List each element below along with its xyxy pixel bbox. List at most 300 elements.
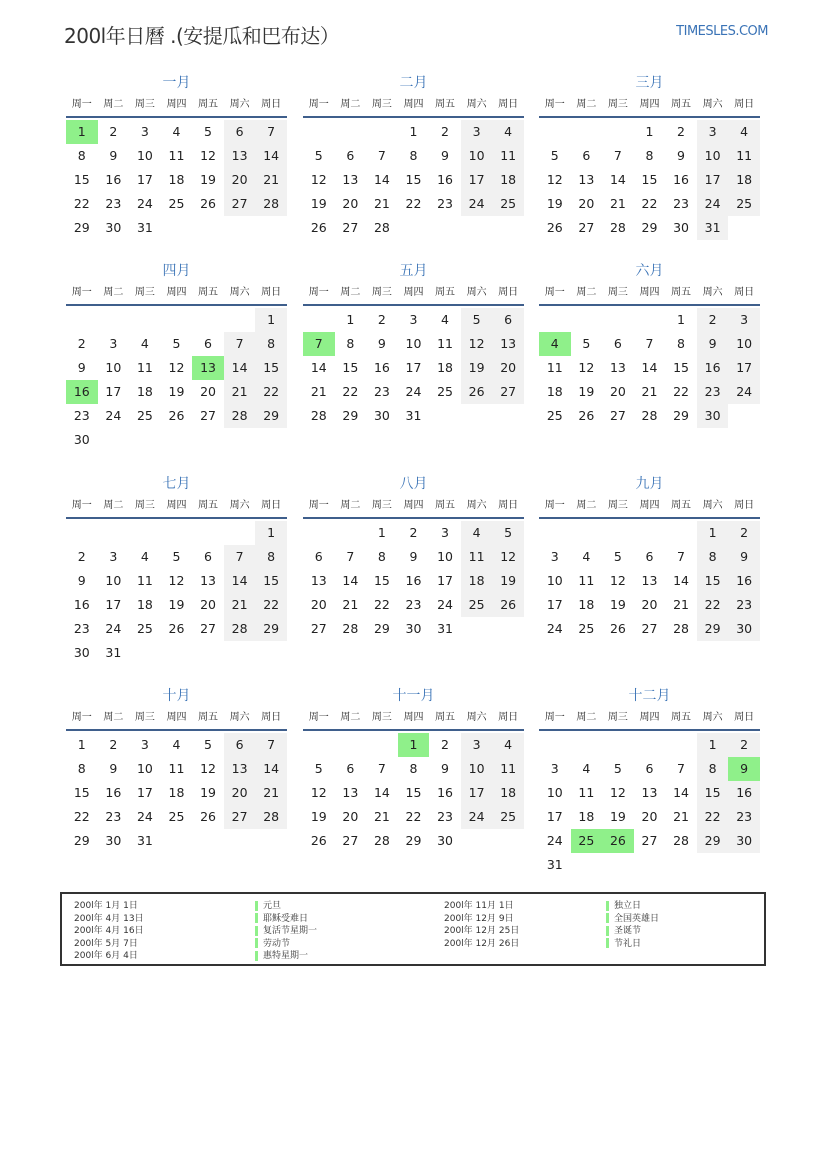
weekday-label: 周一	[308, 99, 329, 110]
day-cell: 6	[204, 336, 212, 351]
day-cell: 24	[728, 380, 760, 404]
day-cell: 21	[609, 196, 626, 211]
day-cell: 1	[697, 521, 729, 545]
day-cell: 27	[641, 621, 658, 636]
day-cell: 15	[255, 356, 287, 380]
day-cell: 31	[697, 216, 729, 240]
empty-cell	[571, 308, 603, 332]
holiday-day-cell: 13	[192, 356, 224, 380]
day-cell: 31	[437, 621, 453, 636]
weekday-header	[66, 282, 287, 306]
weekday-label: 周日	[734, 500, 755, 511]
empty-cell	[539, 733, 571, 757]
holiday-legend	[60, 892, 766, 966]
day-cell: 5	[492, 521, 524, 545]
weekday-label: 周日	[734, 712, 755, 723]
day-cell: 7	[224, 332, 256, 356]
weekday-label: 周六	[466, 287, 487, 298]
day-cell: 3	[461, 120, 493, 144]
day-cell: 16	[373, 360, 390, 375]
weekday-label: 周二	[103, 500, 124, 511]
weekday-label: 周三	[607, 99, 628, 110]
month-2	[303, 72, 524, 240]
day-cell: 5	[314, 148, 323, 163]
day-cell: 27	[200, 621, 216, 636]
day-cell: 24	[697, 192, 729, 216]
empty-cell	[602, 733, 634, 757]
day-cell: 23	[73, 408, 90, 423]
day-cell: 9	[441, 761, 449, 776]
weekday-label: 周三	[134, 500, 155, 511]
day-cell: 3	[109, 336, 118, 351]
day-cell: 8	[255, 545, 287, 569]
day-cell: 26	[200, 196, 216, 211]
day-cell: 11	[168, 761, 185, 776]
day-cell: 13	[641, 573, 658, 588]
day-cell: 2	[728, 733, 760, 757]
empty-cell	[129, 521, 161, 545]
day-cell: 24	[461, 805, 493, 829]
day-cell: 11	[578, 785, 595, 800]
day-cell: 29	[73, 833, 90, 848]
weekday-label: 周日	[734, 287, 755, 298]
weekday-label: 周一	[71, 287, 92, 298]
day-cell: 28	[373, 833, 390, 848]
day-cell: 14	[255, 757, 287, 781]
day-cell: 7	[677, 761, 685, 776]
day-cell: 20	[200, 597, 216, 612]
day-grid	[303, 120, 524, 240]
day-cell: 31	[136, 833, 153, 848]
day-grid	[303, 733, 524, 853]
weekday-label: 周五	[198, 99, 219, 110]
day-cell: 19	[578, 384, 595, 399]
month-5	[303, 260, 524, 428]
weekday-label: 周四	[166, 99, 187, 110]
weekday-label: 周三	[607, 712, 628, 723]
day-cell: 4	[492, 733, 524, 757]
month-name: 二月	[399, 75, 428, 91]
legend-holiday	[255, 925, 317, 938]
day-cell: 29	[673, 408, 689, 423]
day-cell: 18	[492, 781, 524, 805]
day-cell: 8	[377, 549, 386, 564]
month-11	[303, 685, 524, 853]
day-cell: 14	[641, 360, 658, 375]
day-cell: 8	[697, 757, 729, 781]
empty-cell	[335, 521, 367, 545]
weekday-label: 周四	[166, 287, 187, 298]
legend-names-col1	[255, 900, 317, 963]
day-cell: 17	[405, 360, 422, 375]
day-cell: 26	[168, 408, 185, 423]
day-cell: 12	[200, 148, 216, 163]
day-cell: 8	[77, 148, 86, 163]
day-cell: 9	[109, 761, 118, 776]
weekday-label: 周三	[371, 99, 392, 110]
page-title: 200l年日曆 .(安提瓜和巴布达）	[64, 24, 340, 48]
day-grid	[303, 308, 524, 428]
empty-cell	[303, 120, 335, 144]
day-cell: 30	[697, 404, 729, 428]
weekday-label: 周一	[544, 287, 565, 298]
weekday-header	[539, 94, 760, 118]
day-cell: 26	[609, 621, 626, 636]
day-cell: 15	[673, 360, 689, 375]
weekday-label: 周一	[544, 712, 565, 723]
weekday-header	[539, 495, 760, 519]
day-cell: 30	[728, 617, 760, 641]
day-cell: 27	[224, 192, 256, 216]
day-cell: 4	[140, 336, 149, 351]
weekday-label: 周日	[498, 712, 519, 723]
day-cell: 2	[109, 124, 118, 139]
day-cell: 3	[550, 549, 559, 564]
day-cell: 21	[255, 781, 287, 805]
empty-cell	[98, 521, 130, 545]
day-cell: 18	[546, 384, 563, 399]
legend-date: 200l年 12月 25日	[444, 926, 520, 936]
empty-cell	[602, 308, 634, 332]
empty-cell	[303, 733, 335, 757]
day-cell: 28	[373, 220, 390, 235]
day-cell: 30	[437, 833, 453, 848]
day-grid	[303, 521, 524, 641]
day-cell: 25	[461, 593, 493, 617]
day-cell: 26	[200, 809, 216, 824]
weekday-label: 周六	[229, 99, 250, 110]
day-cell: 5	[613, 761, 622, 776]
day-cell: 29	[697, 617, 729, 641]
legend-holiday-name: 耶稣受难日	[263, 913, 309, 924]
day-cell: 6	[346, 148, 355, 163]
month-name: 一月	[162, 75, 191, 91]
day-cell: 28	[310, 408, 327, 423]
day-cell: 5	[550, 148, 559, 163]
day-cell: 15	[73, 785, 90, 800]
day-cell: 14	[342, 573, 359, 588]
day-cell: 13	[641, 785, 658, 800]
legend-date: 200l年 1月 1日	[74, 901, 138, 911]
empty-cell	[303, 308, 335, 332]
month-name: 五月	[399, 263, 428, 279]
legend-holiday-name: 惠特星期一	[263, 951, 309, 961]
weekday-label: 周三	[607, 500, 628, 511]
legend-holiday-name: 元旦	[263, 901, 282, 911]
day-cell: 5	[461, 308, 493, 332]
day-cell: 21	[224, 593, 256, 617]
day-cell: 15	[255, 569, 287, 593]
day-cell: 1	[409, 124, 418, 139]
day-cell: 9	[409, 549, 418, 564]
day-cell: 5	[172, 336, 181, 351]
day-cell: 24	[437, 597, 453, 612]
day-cell: 17	[546, 809, 563, 824]
day-cell: 26	[578, 408, 595, 423]
day-cell: 22	[342, 384, 359, 399]
month-name: 九月	[635, 476, 664, 492]
day-cell: 24	[136, 809, 153, 824]
weekday-label: 周六	[229, 712, 250, 723]
weekday-label: 周四	[166, 500, 187, 511]
empty-cell	[192, 521, 224, 545]
day-cell: 9	[728, 545, 760, 569]
day-cell: 4	[172, 124, 181, 139]
day-cell: 3	[409, 312, 418, 327]
weekday-label: 周六	[702, 500, 723, 511]
weekday-label: 周四	[403, 712, 424, 723]
day-cell: 6	[204, 549, 212, 564]
weekday-label: 周二	[340, 99, 361, 110]
day-cell: 19	[168, 384, 185, 399]
day-cell: 8	[677, 336, 685, 351]
weekday-label: 周五	[435, 99, 456, 110]
day-cell: 10	[136, 761, 153, 776]
day-cell: 19	[461, 356, 493, 380]
weekday-label: 周五	[198, 712, 219, 723]
holiday-day-cell: 1	[66, 120, 98, 144]
day-cell: 10	[136, 148, 153, 163]
day-cell: 6	[346, 761, 355, 776]
day-cell: 15	[697, 781, 729, 805]
day-cell: 18	[136, 384, 153, 399]
weekday-label: 周三	[134, 99, 155, 110]
day-cell: 7	[645, 336, 654, 351]
day-cell: 1	[645, 124, 654, 139]
empty-cell	[634, 733, 666, 757]
day-cell: 16	[697, 356, 729, 380]
day-cell: 15	[342, 360, 359, 375]
day-cell: 14	[224, 356, 256, 380]
day-cell: 8	[697, 545, 729, 569]
month-name: 六月	[635, 263, 664, 279]
legend-dates-col2	[444, 900, 519, 950]
day-cell: 8	[409, 148, 418, 163]
day-cell: 1	[697, 733, 729, 757]
day-cell: 14	[224, 569, 256, 593]
day-cell: 21	[641, 384, 658, 399]
weekday-label: 周二	[340, 287, 361, 298]
day-cell: 16	[73, 597, 90, 612]
weekday-header	[539, 282, 760, 306]
day-cell: 23	[105, 809, 122, 824]
day-cell: 19	[492, 569, 524, 593]
day-cell: 1	[346, 312, 355, 327]
empty-cell	[539, 120, 571, 144]
legend-date: 200l年 5月 7日	[74, 938, 138, 949]
weekday-label: 周五	[671, 712, 692, 723]
day-cell: 2	[377, 312, 386, 327]
weekday-label: 周六	[702, 287, 723, 298]
weekday-label: 周三	[371, 712, 392, 723]
day-cell: 19	[609, 809, 626, 824]
day-cell: 27	[641, 833, 658, 848]
holiday-marker-icon	[606, 926, 609, 936]
day-cell: 12	[578, 360, 595, 375]
weekday-label: 周六	[466, 500, 487, 511]
day-cell: 19	[168, 597, 185, 612]
day-cell: 17	[461, 781, 493, 805]
day-cell: 25	[136, 621, 153, 636]
day-cell: 22	[673, 384, 689, 399]
day-cell: 6	[492, 308, 524, 332]
legend-holiday-name: 独立日	[614, 901, 642, 911]
day-cell: 8	[255, 332, 287, 356]
empty-cell	[129, 308, 161, 332]
month-4	[66, 260, 287, 452]
day-cell: 20	[578, 196, 595, 211]
day-cell: 30	[673, 220, 689, 235]
weekday-label: 周四	[639, 712, 660, 723]
day-cell: 25	[492, 805, 524, 829]
weekday-header	[66, 495, 287, 519]
day-cell: 16	[673, 172, 689, 187]
day-cell: 14	[373, 172, 390, 187]
day-cell: 16	[105, 785, 122, 800]
day-grid	[539, 120, 760, 240]
day-cell: 29	[641, 220, 658, 235]
weekday-label: 周五	[435, 500, 456, 511]
holiday-marker-icon	[606, 938, 609, 948]
day-cell: 12	[546, 172, 563, 187]
day-cell: 13	[224, 757, 256, 781]
day-cell: 17	[546, 597, 563, 612]
day-cell: 2	[441, 124, 449, 139]
weekday-label: 周一	[71, 500, 92, 511]
empty-cell	[634, 308, 666, 332]
day-cell: 22	[255, 380, 287, 404]
day-cell: 10	[461, 144, 493, 168]
day-cell: 1	[677, 312, 685, 327]
day-cell: 3	[728, 308, 760, 332]
empty-cell	[224, 521, 256, 545]
day-cell: 11	[728, 144, 760, 168]
weekday-label: 周二	[576, 712, 597, 723]
day-cell: 30	[73, 645, 90, 660]
holiday-day-cell: 7	[303, 332, 335, 356]
day-cell: 18	[136, 597, 153, 612]
day-cell: 17	[728, 356, 760, 380]
weekday-label: 周六	[466, 712, 487, 723]
month-8	[303, 473, 524, 641]
day-cell: 6	[645, 761, 654, 776]
day-cell: 2	[409, 525, 418, 540]
day-cell: 30	[728, 829, 760, 853]
day-cell: 10	[105, 360, 122, 375]
day-cell: 20	[641, 809, 658, 824]
day-cell: 19	[609, 597, 626, 612]
weekday-label: 周一	[308, 712, 329, 723]
day-cell: 27	[578, 220, 595, 235]
day-cell: 8	[77, 761, 86, 776]
day-cell: 13	[310, 573, 327, 588]
empty-cell	[335, 120, 367, 144]
empty-cell	[602, 521, 634, 545]
day-cell: 21	[373, 196, 390, 211]
weekday-label: 周六	[466, 99, 487, 110]
day-cell: 14	[609, 172, 626, 187]
day-cell: 4	[172, 737, 181, 752]
day-cell: 23	[673, 196, 689, 211]
day-cell: 16	[437, 172, 453, 187]
day-cell: 1	[377, 525, 386, 540]
day-cell: 17	[136, 785, 153, 800]
weekday-label: 周二	[103, 712, 124, 723]
day-cell: 13	[224, 144, 256, 168]
weekday-label: 周四	[166, 712, 187, 723]
empty-cell	[571, 733, 603, 757]
day-cell: 7	[255, 120, 287, 144]
day-cell: 15	[373, 573, 390, 588]
day-cell: 21	[342, 597, 359, 612]
weekday-label: 周一	[308, 287, 329, 298]
day-cell: 23	[73, 621, 90, 636]
empty-cell	[366, 120, 398, 144]
day-cell: 9	[77, 360, 86, 375]
day-cell: 29	[342, 408, 359, 423]
day-cell: 29	[697, 829, 729, 853]
brand-link[interactable]: TIMESLES.COM	[676, 24, 768, 39]
day-cell: 21	[673, 597, 689, 612]
legend-holiday	[255, 950, 317, 963]
day-cell: 27	[342, 833, 359, 848]
day-cell: 5	[204, 737, 212, 752]
day-cell: 30	[373, 408, 390, 423]
day-cell: 30	[105, 833, 122, 848]
month-name: 十二月	[628, 688, 671, 704]
day-cell: 6	[224, 120, 256, 144]
empty-cell	[66, 308, 98, 332]
day-cell: 31	[136, 220, 153, 235]
day-cell: 9	[677, 148, 685, 163]
day-cell: 26	[461, 380, 493, 404]
day-cell: 22	[73, 809, 90, 824]
weekday-header	[303, 94, 524, 118]
day-cell: 11	[492, 144, 524, 168]
empty-cell	[66, 521, 98, 545]
holiday-day-cell: 9	[728, 757, 760, 781]
day-cell: 18	[437, 360, 453, 375]
legend-holiday	[255, 938, 317, 951]
day-cell: 10	[697, 144, 729, 168]
day-cell: 25	[546, 408, 563, 423]
day-cell: 14	[673, 573, 689, 588]
day-cell: 20	[492, 356, 524, 380]
day-cell: 10	[728, 332, 760, 356]
legend-holiday-name: 全国英雄日	[614, 913, 660, 924]
day-cell: 7	[677, 549, 685, 564]
day-cell: 22	[73, 196, 90, 211]
weekday-label: 周一	[71, 712, 92, 723]
day-cell: 11	[136, 360, 153, 375]
weekday-label: 周五	[435, 712, 456, 723]
day-cell: 14	[373, 785, 390, 800]
day-cell: 20	[641, 597, 658, 612]
empty-cell	[224, 308, 256, 332]
day-cell: 30	[105, 220, 122, 235]
day-cell: 13	[200, 573, 216, 588]
legend-holiday-name: 复活节星期一	[263, 926, 318, 936]
empty-cell	[303, 521, 335, 545]
day-cell: 27	[342, 220, 359, 235]
holiday-day-cell: 1	[398, 733, 430, 757]
day-cell: 7	[255, 733, 287, 757]
legend-date: 200l年 12月 9日	[444, 913, 514, 924]
legend-date: 200l年 4月 16日	[74, 926, 144, 936]
legend-names-col2	[606, 900, 659, 950]
day-cell: 15	[641, 172, 658, 187]
day-cell: 9	[109, 148, 118, 163]
